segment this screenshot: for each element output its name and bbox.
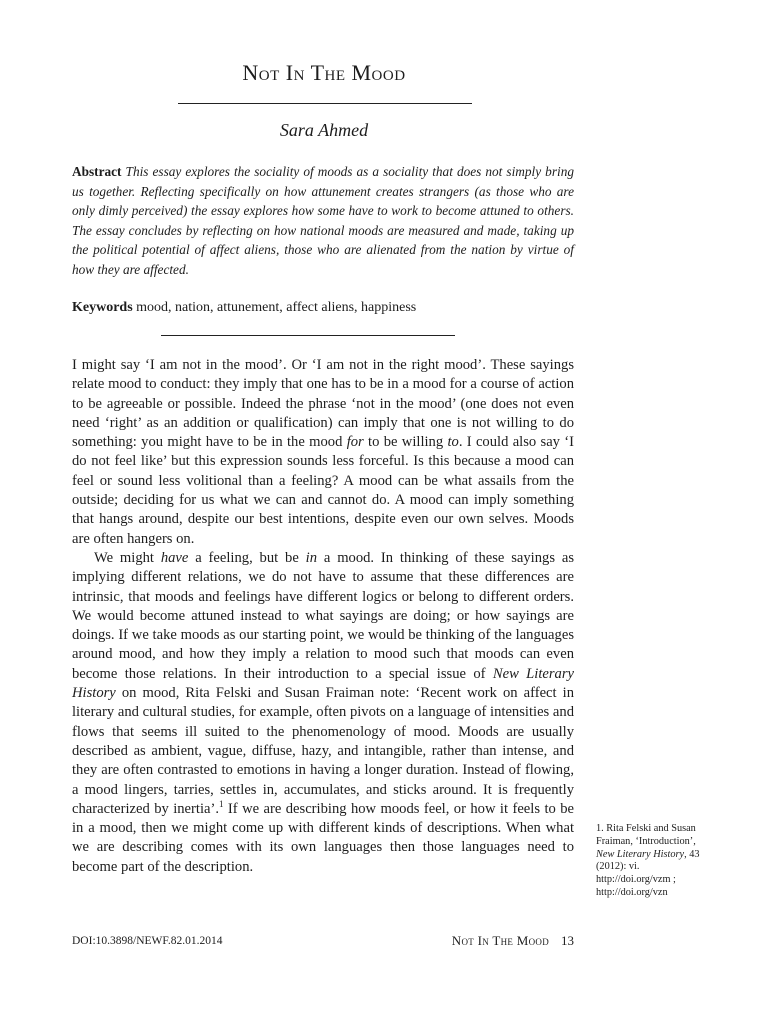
abstract-label: Abstract	[72, 164, 122, 179]
page-number: 13	[561, 933, 574, 948]
body-text	[72, 356, 574, 877]
doi-footer: DOI:10.3898/NEWF.82.01.2014	[72, 935, 223, 947]
keywords	[72, 298, 574, 318]
body-paragraph-1: I might say ‘I am not in the mood’. Or ‘I am not in the right mood’. These sayings relate mood to conduct: they imply that one has to be in a mood for a course of action to be agreeable or possible. Indeed the phrase ‘not in the mood’ (one does not even need ‘right’ as an addition or qualification) can imply that one is not willing to do something: you might have to be in the mood for to be willing to. I could also say ‘I do not feel like’ but this expression sounds less forceful. Is this because a mood can feel or sound less volitional than a feeling? A mood can be what assails from the outside; deciding for us what we can and cannot do. A mood can imply something that hangs around, despite our best intentions, despite even our own selves. Moods are often hangers on.	[72, 357, 574, 547]
title-divider	[178, 103, 472, 104]
article-title: Not In The Mood	[242, 60, 406, 85]
keywords-divider	[161, 335, 455, 336]
article-author: Sara Ahmed	[279, 120, 369, 140]
abstract-text: This essay explores the sociality of moods as a sociality that does not simply bring us together. Reflecting specifically on how attunement creates strangers (as those who are only dimly perceived) the essay explores how some have to work to become attuned to others. The essay concludes by reflecting on how national moods are measured and made, taking up the political potential of affect aliens, those who are alienated from the nation by virtue of how they are affected.	[72, 164, 574, 277]
body-paragraph-2: We might have a feeling, but be in a mood. In thinking of these sayings as implying different relations, we do not have to assume that these differences are intrinsic, that moods and feelings have different logics or belong to different orders. We would become attuned instead to what sayings are doing; or how sayings are doings. If we take moods as our starting point, we would be thinking of the languages around mood, and how they imply a relation to mood such that moods can even become those relations. In their introduction to a special issue of New Literary History on mood, Rita Felski and Susan Fraiman note: ‘Recent work on affect in literary and cultural studies, for example, often pivots on a language of intensities and flows that seems ill suited to the phenomenology of mood. Moods are usually described as ambient, vague, diffuse, hazy, and intangible, rather than intense, and they are often contrasted to emotions in having a longer duration. Instead of flowing, a mood lingers, tarries, settles in, accumulates, and sticks around. It is frequently characterized by inertia’.$^1$ If we are describing how moods feel, or how it feels to be in a mood, then we might come up with different kinds of descriptions. When what we are describing comes with its own languages then those languages need to become part of the description.	[72, 549, 575, 875]
running-title: Not In The Mood	[451, 933, 549, 948]
abstract	[72, 162, 574, 280]
footnote-reference[interactable]: 1	[219, 798, 224, 809]
running-footer	[430, 933, 574, 949]
footnote-1: 1. Rita Felski and Susan Fraiman, ‘Introduction’, New Literary History, 43 (2012): vi. http://doi.org/vzm ; http://doi.org/vzn	[596, 823, 700, 898]
keywords-label: Keywords	[72, 300, 133, 315]
keywords-text: mood, nation, attunement, affect aliens, happiness	[136, 300, 417, 315]
